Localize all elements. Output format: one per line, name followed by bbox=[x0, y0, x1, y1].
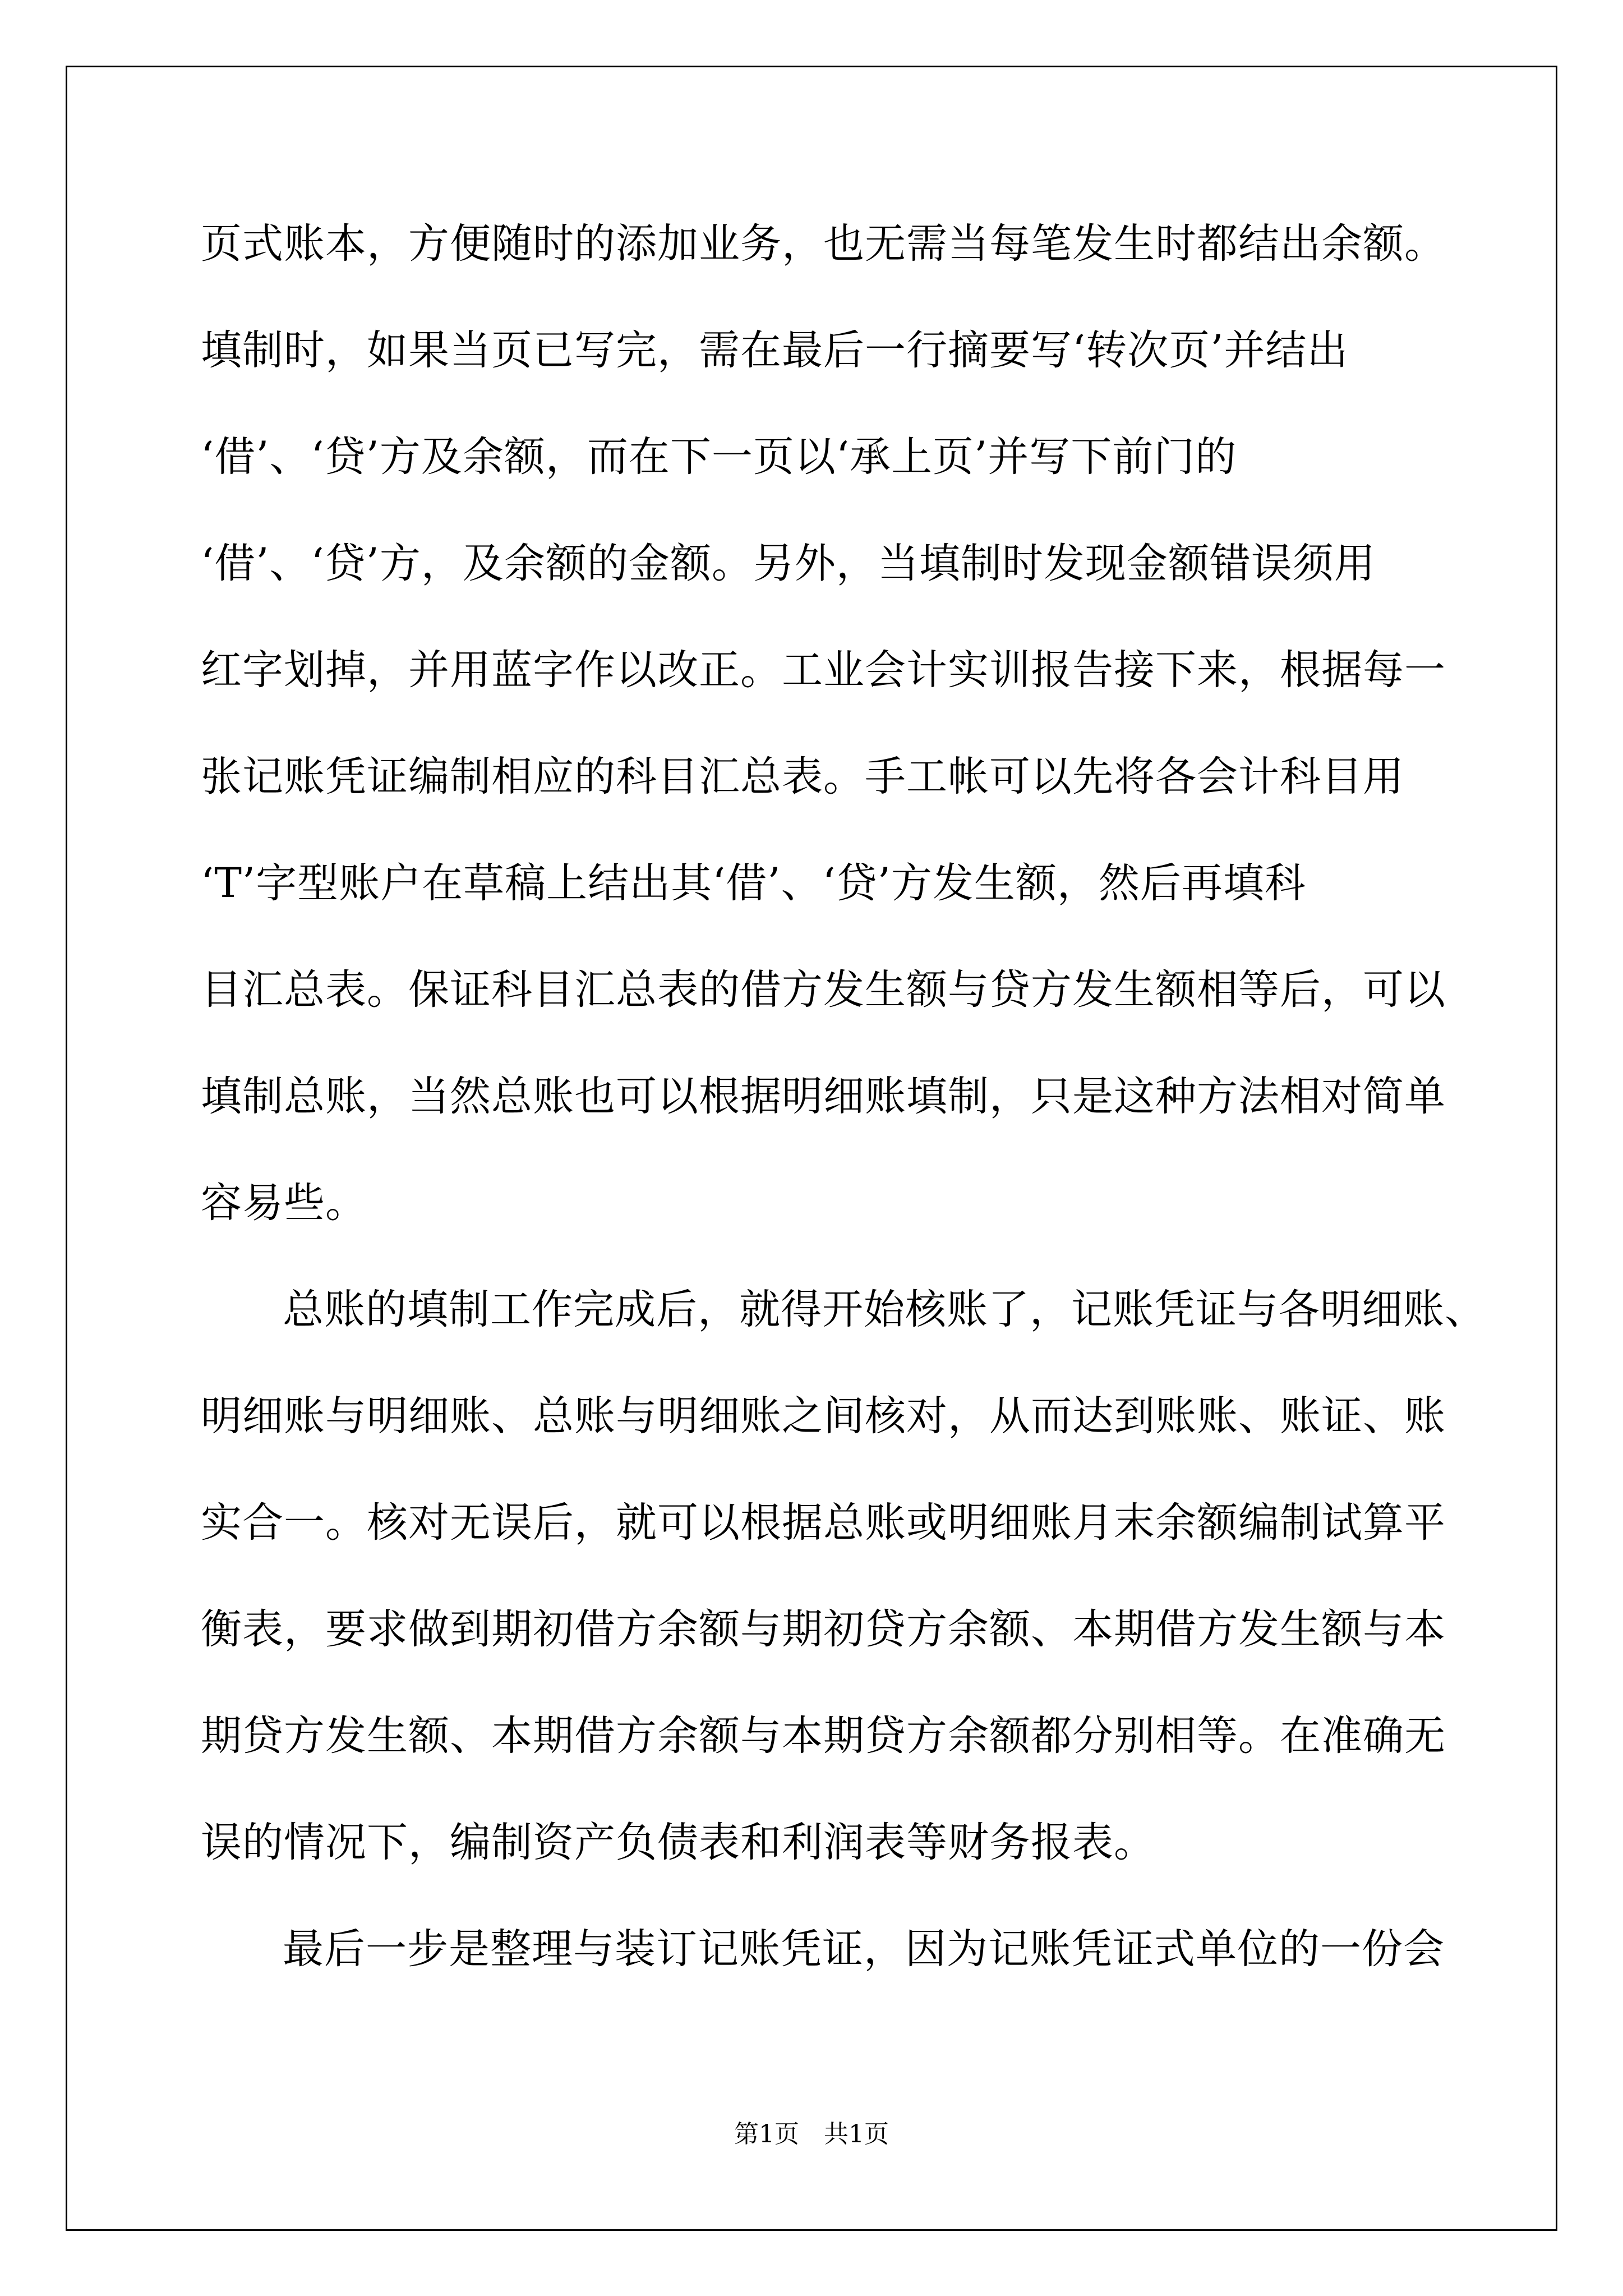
text-line: 明细账与明细账、总账与明细账之间核对，从而达到账账、账证、账 bbox=[201, 1392, 1446, 1440]
text-line: ‘借’、‘贷’方及余额，而在下一页以‘承上页’并写下前门的 bbox=[201, 433, 1237, 481]
text-line: 实合一。核对无误后，就可以根据总账或明细账月末余额编制试算平 bbox=[201, 1499, 1446, 1547]
paragraph-start-line: 最后一步是整理与装订记账凭证，因为记账凭证式单位的一份会 bbox=[283, 1925, 1445, 1973]
text-line: 填制总账，当然总账也可以根据明细账填制，只是这种方法相对简单 bbox=[201, 1073, 1446, 1120]
page-number-footer: 第1页 共1页 bbox=[734, 2120, 889, 2148]
text-line: ‘T’字型账户在草稿上结出其‘借’、‘贷’方发生额，然后再填科 bbox=[201, 859, 1306, 907]
text-line: 页式账本，方便随时的添加业务，也无需当每笔发生时都结出余额。 bbox=[201, 220, 1446, 268]
text-line: 容易些。 bbox=[201, 1179, 367, 1227]
text-line: 期贷方发生额、本期借方余额与本期贷方余额都分别相等。在准确无 bbox=[201, 1712, 1446, 1760]
document-body bbox=[201, 191, 1486, 2003]
paragraph-start-line: 总账的填制工作完成后，就得开始核账了，记账凭证与各明细账、 bbox=[283, 1286, 1486, 1333]
text-line: 填制时，如果当页已写完，需在最后一行摘要写‘转次页’并结出 bbox=[201, 326, 1349, 374]
text-line: ‘借’、‘贷’方，及余额的金额。另外，当填制时发现金额错误须用 bbox=[201, 540, 1376, 587]
text-line: 衡表，要求做到期初借方余额与期初贷方余额、本期借方发生额与本 bbox=[201, 1605, 1446, 1653]
text-line: 红字划掉，并用蓝字作以改正。工业会计实训报告接下来，根据每一 bbox=[201, 646, 1446, 694]
text-line: 张记账凭证编制相应的科目汇总表。手工帐可以先将各会计科目用 bbox=[201, 753, 1404, 800]
text-line: 误的情况下，编制资产负债表和利润表等财务报表。 bbox=[201, 1819, 1155, 1866]
text-line: 目汇总表。保证科目汇总表的借方发生额与贷方发生额相等后，可以 bbox=[201, 966, 1446, 1014]
